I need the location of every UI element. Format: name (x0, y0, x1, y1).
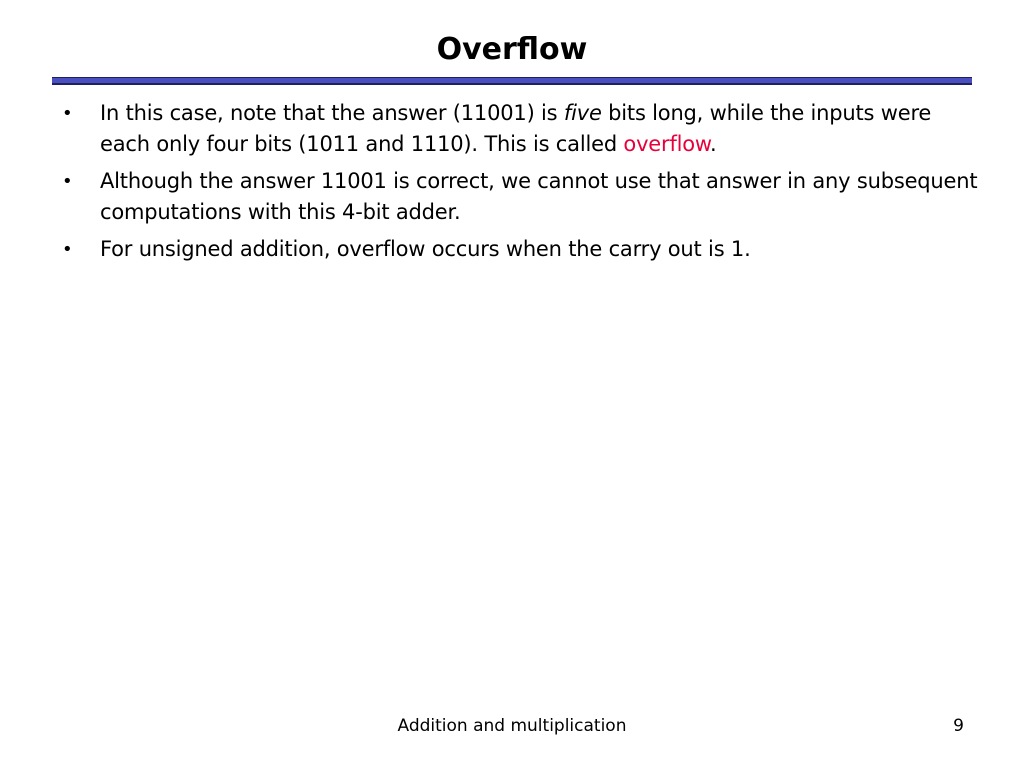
bullet-list (62, 98, 982, 271)
bullet-text: Although the answer 11001 is correct, we cannot use that answer in any subsequent computations with this 4-bit adder. (100, 169, 978, 224)
bullet-text-part: bits long, while the inputs were each only four bits (1011 and 1110). This is called (100, 101, 932, 156)
page-number: 9 (953, 716, 964, 736)
slide-title: Overflow (436, 32, 588, 67)
bullet-text-part: . (709, 132, 717, 156)
bullet-text-part: In this case, note that the answer (11001) is (100, 101, 564, 125)
bullet-dot-icon: • (62, 171, 73, 192)
slide-footer: Addition and multiplication (397, 716, 627, 736)
bullet-emphasis: five (563, 101, 602, 125)
bullet-dot-icon: • (62, 239, 73, 260)
bullet-item-overflow-definition (62, 98, 982, 160)
bullet-item-unsigned-addition (62, 234, 982, 265)
title-divider (52, 77, 972, 85)
bullet-text: For unsigned addition, overflow occurs when the carry out is 1. (100, 237, 751, 261)
bullet-item-subsequent-computations (62, 166, 982, 228)
bullet-dot-icon: • (62, 103, 73, 124)
bullet-highlight-term: overflow (623, 132, 710, 156)
